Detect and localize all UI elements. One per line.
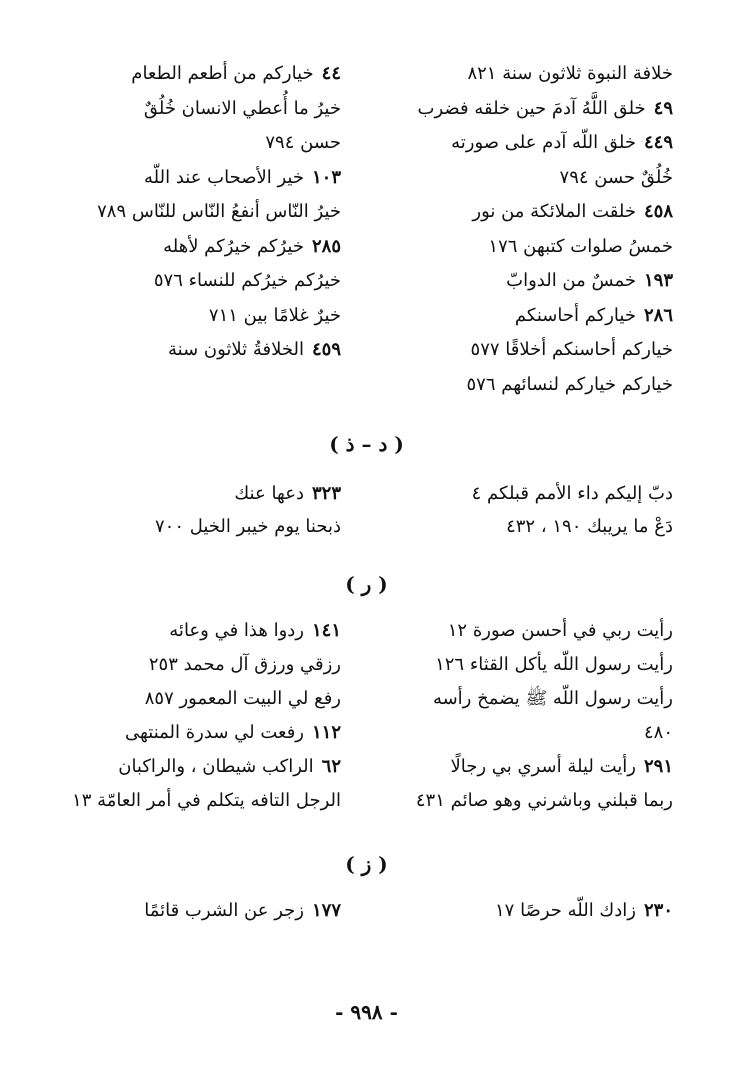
index-entry	[41, 334, 341, 366]
index-entry	[373, 785, 673, 817]
entry-text: خُلُقٌ حسن ٧٩٤	[559, 166, 673, 188]
index-entry	[41, 717, 341, 749]
page-number: - ٩٩٨ -	[335, 1000, 398, 1024]
section-heading-zay: ( ز )	[345, 852, 388, 876]
entry-text: خمسُ صلوات كتبهن ١٧٦	[488, 235, 673, 257]
index-entry	[373, 369, 673, 401]
entry-number: ٤٩	[653, 97, 673, 119]
entry-text: خمسٌ من الدوابّ	[506, 270, 636, 291]
entry-text: خياركم أحاسنكم	[514, 304, 636, 326]
index-entry	[41, 196, 341, 228]
entry-text: ربما قبلني وباشرني وهو صائم ٤٣١	[415, 790, 673, 811]
entry-text: خيرُ النّاس أنفعُ النّاس للنّاس ٧٨٩	[97, 201, 341, 222]
entry-number: ٤٥٩	[311, 339, 341, 360]
index-entry	[373, 895, 673, 927]
index-entry	[41, 683, 341, 715]
entry-text: الخلافةُ ثلاثون سنة	[168, 339, 304, 360]
index-entry	[41, 162, 341, 194]
entry-text: رأيت ربي في أحسن صورة ١٢	[447, 620, 673, 641]
index-entry	[41, 751, 341, 783]
entry-text: خيرُكم خيرُكم للنساء ٥٧٦	[153, 270, 341, 291]
entry-text: دَعْ ما يريبك ١٩٠ ، ٤٣٢	[506, 516, 673, 537]
entry-text: خير الأصحاب عند اللّه	[144, 166, 304, 188]
index-entry	[41, 58, 341, 90]
index-entry	[373, 334, 673, 366]
entry-text: خيرُ ما أُعطي الانسان خُلُقٌ	[143, 97, 341, 119]
index-entry	[41, 265, 341, 297]
entry-text: خلقت الملائكة من نور	[472, 201, 636, 222]
entry-text: رفعت لي سدرة المنتهى	[124, 722, 304, 743]
index-entry	[373, 615, 673, 647]
index-entry	[373, 265, 673, 297]
entry-number: ٦٢	[321, 756, 341, 777]
entry-text: الراكب شيطان ، والراكبان	[118, 756, 314, 777]
index-entry	[41, 127, 341, 159]
index-entry	[373, 751, 673, 783]
index-entry	[373, 196, 673, 228]
entry-text: رفع لي البيت المعمور ٨٥٧	[144, 688, 341, 709]
index-entry	[41, 300, 341, 332]
entry-text: رأيت رسول اللّه ﷺ يضمخ رأسه	[432, 688, 673, 709]
entry-number: ٣٢٣	[311, 483, 341, 504]
entry-number: ٢٩١	[643, 756, 673, 777]
entry-text: رأيت ليلة أسري بي رجالًا	[450, 756, 636, 777]
index-entry	[373, 127, 673, 159]
entry-text: رزقي ورزق آل محمد ٢٥٣	[148, 654, 341, 675]
entry-number: ١٤١	[311, 620, 341, 641]
section-heading-dal-dhal: ( د – ذ )	[329, 432, 404, 456]
entry-number: ٤٤	[321, 63, 341, 84]
entry-text: خيرُكم خيرُكم لأهله	[163, 235, 304, 257]
index-entry	[41, 785, 341, 817]
entry-text: رأيت رسول اللّه يأكل القثاء ١٢٦	[435, 654, 673, 675]
index-entry	[41, 511, 341, 543]
entry-text: دعها عنك	[234, 483, 304, 504]
entry-text: دبّ إليكم داء الأمم قبلكم ٤	[471, 483, 673, 504]
entry-text: زجر عن الشرب قائمًا	[144, 900, 304, 921]
entry-text: خياركم خياركم لنسائهم ٥٧٦	[466, 373, 673, 395]
index-entry	[373, 649, 673, 681]
entry-text: حسن ٧٩٤	[265, 132, 341, 153]
index-entry	[41, 93, 341, 125]
entry-text: خلق اللَّهُ آدمَ حين خلقه فضرب	[417, 97, 646, 119]
entry-number: ٢٨٥	[311, 235, 341, 257]
entry-number: ٤٤٩	[643, 132, 673, 153]
index-entry	[41, 231, 341, 263]
entry-number: ١٠٣	[311, 166, 341, 188]
index-entry	[373, 511, 673, 543]
entry-text: خلق اللّه آدم على صورته	[451, 132, 636, 153]
index-entry	[373, 683, 673, 715]
entry-text: خيرٌ غلامًا بين ٧١١	[208, 304, 341, 326]
entry-text: خياركم من أطعم الطعام	[131, 63, 314, 84]
entry-number: ٢٨٦	[643, 304, 673, 326]
entry-number: ٤٥٨	[643, 201, 673, 222]
entry-text: خلافة النبوة ثلاثون سنة ٨٢١	[467, 63, 673, 84]
index-entry	[373, 58, 673, 90]
entry-text: الرجل التافه يتكلم في أمر العامّة ١٣	[72, 790, 341, 811]
section-heading-ra: ( ر )	[345, 572, 388, 596]
index-entry	[373, 231, 673, 263]
index-entry	[373, 162, 673, 194]
entry-number: ٢٣٠	[643, 900, 673, 921]
entry-number: ١٧٧	[311, 900, 341, 921]
entry-number: ١٩٣	[643, 270, 673, 291]
entry-text: زادك اللّه حرصًا ١٧	[495, 900, 636, 921]
index-entry	[373, 93, 673, 125]
index-entry	[41, 895, 341, 927]
entry-text: ذبحنا يوم خيبر الخيل ٧٠٠	[154, 516, 341, 537]
index-entry	[41, 478, 341, 510]
index-entry	[373, 478, 673, 510]
entry-text: ردوا هذا في وعائه	[169, 620, 304, 641]
index-entry	[41, 615, 341, 647]
entry-number: ١١٢	[311, 722, 341, 743]
entry-text: ٤٨٠	[643, 722, 673, 743]
index-entry	[41, 649, 341, 681]
index-entry	[373, 300, 673, 332]
entry-text: خياركم أحاسنكم أخلاقًا ٥٧٧	[470, 339, 673, 360]
index-entry	[373, 717, 673, 749]
